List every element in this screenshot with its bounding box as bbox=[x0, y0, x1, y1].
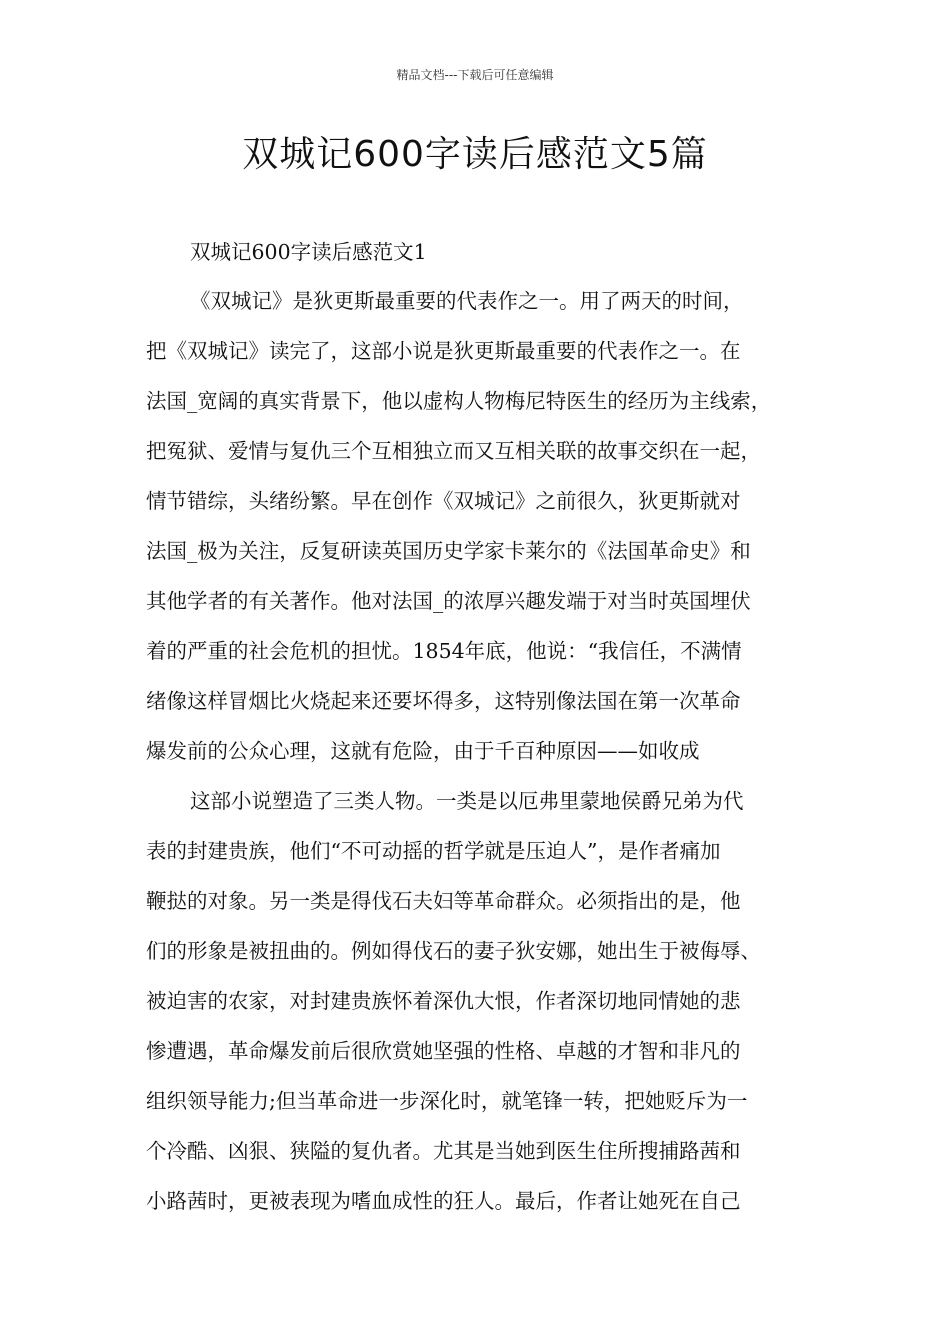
paragraph-line: 绪像这样冒烟比火烧起来还要坏得多，这特别像法国在第一次革命 bbox=[146, 689, 741, 713]
paragraph-line: 们的形象是被扭曲的。例如得伐石的妻子狄安娜，她出生于被侮辱、 bbox=[146, 939, 761, 963]
paragraph-line: 惨遭遇，革命爆发前后很欣赏她坚强的性格、卓越的才智和非凡的 bbox=[146, 1039, 741, 1063]
paragraph-line: 个冷酷、凶狠、狭隘的复仇者。尤其是当她到医生住所搜捕路茜和 bbox=[146, 1139, 741, 1163]
paragraph-line: 鞭挞的对象。另一类是得伐石夫妇等革命群众。必须指出的是，他 bbox=[146, 889, 741, 913]
header-note: 精品文档---下载后可任意编辑 bbox=[396, 68, 554, 82]
paragraph-line: 着的严重的社会危机的担忧。1854年底，他说：“我信任，不满情 bbox=[146, 639, 742, 663]
paragraph-line: 情节错综，头绪纷繁。早在创作《双城记》之前很久，狄更斯就对 bbox=[146, 489, 741, 513]
document-title: 双城记600字读后感范文5篇 bbox=[242, 134, 708, 175]
paragraph-line: 爆发前的公众心理，这就有危险，由于千百种原因——如收成 bbox=[146, 739, 700, 763]
paragraph-line: 把冤狱、爱情与复仇三个互相独立而又互相关联的故事交织在一起， bbox=[146, 439, 761, 463]
paragraph-line: 法国_宽阔的真实背景下，他以虚构人物梅尼特医生的经历为主线索， bbox=[146, 389, 772, 413]
section-heading: 双城记600字读后感范文1 bbox=[190, 240, 427, 264]
paragraph-line: 表的封建贵族，他们“不可动摇的哲学就是压迫人”，是作者痛加 bbox=[146, 839, 721, 863]
paragraph-line: 法国_极为关注，反复研读英国历史学家卡莱尔的《法国革命史》和 bbox=[146, 539, 751, 563]
paragraph-line: 其他学者的有关著作。他对法国_的浓厚兴趣发端于对当时英国埋伏 bbox=[146, 589, 751, 613]
paragraph-line: 被迫害的农家，对封建贵族怀着深仇大恨，作者深切地同情她的悲 bbox=[146, 989, 741, 1013]
paragraph-line: 这部小说塑造了三类人物。一类是以厄弗里蒙地侯爵兄弟为代 bbox=[190, 789, 744, 813]
paragraph-line: 《双城记》是狄更斯最重要的代表作之一。用了两天的时间， bbox=[190, 289, 744, 313]
paragraph-line: 组织领导能力;但当革命进一步深化时，就笔锋一转，把她贬斥为一 bbox=[146, 1089, 748, 1113]
paragraph-line: 把《双城记》读完了，这部小说是狄更斯最重要的代表作之一。在 bbox=[146, 339, 741, 363]
paragraph-line: 小路茜时，更被表现为嗜血成性的狂人。最后，作者让她死在自己 bbox=[146, 1189, 741, 1213]
